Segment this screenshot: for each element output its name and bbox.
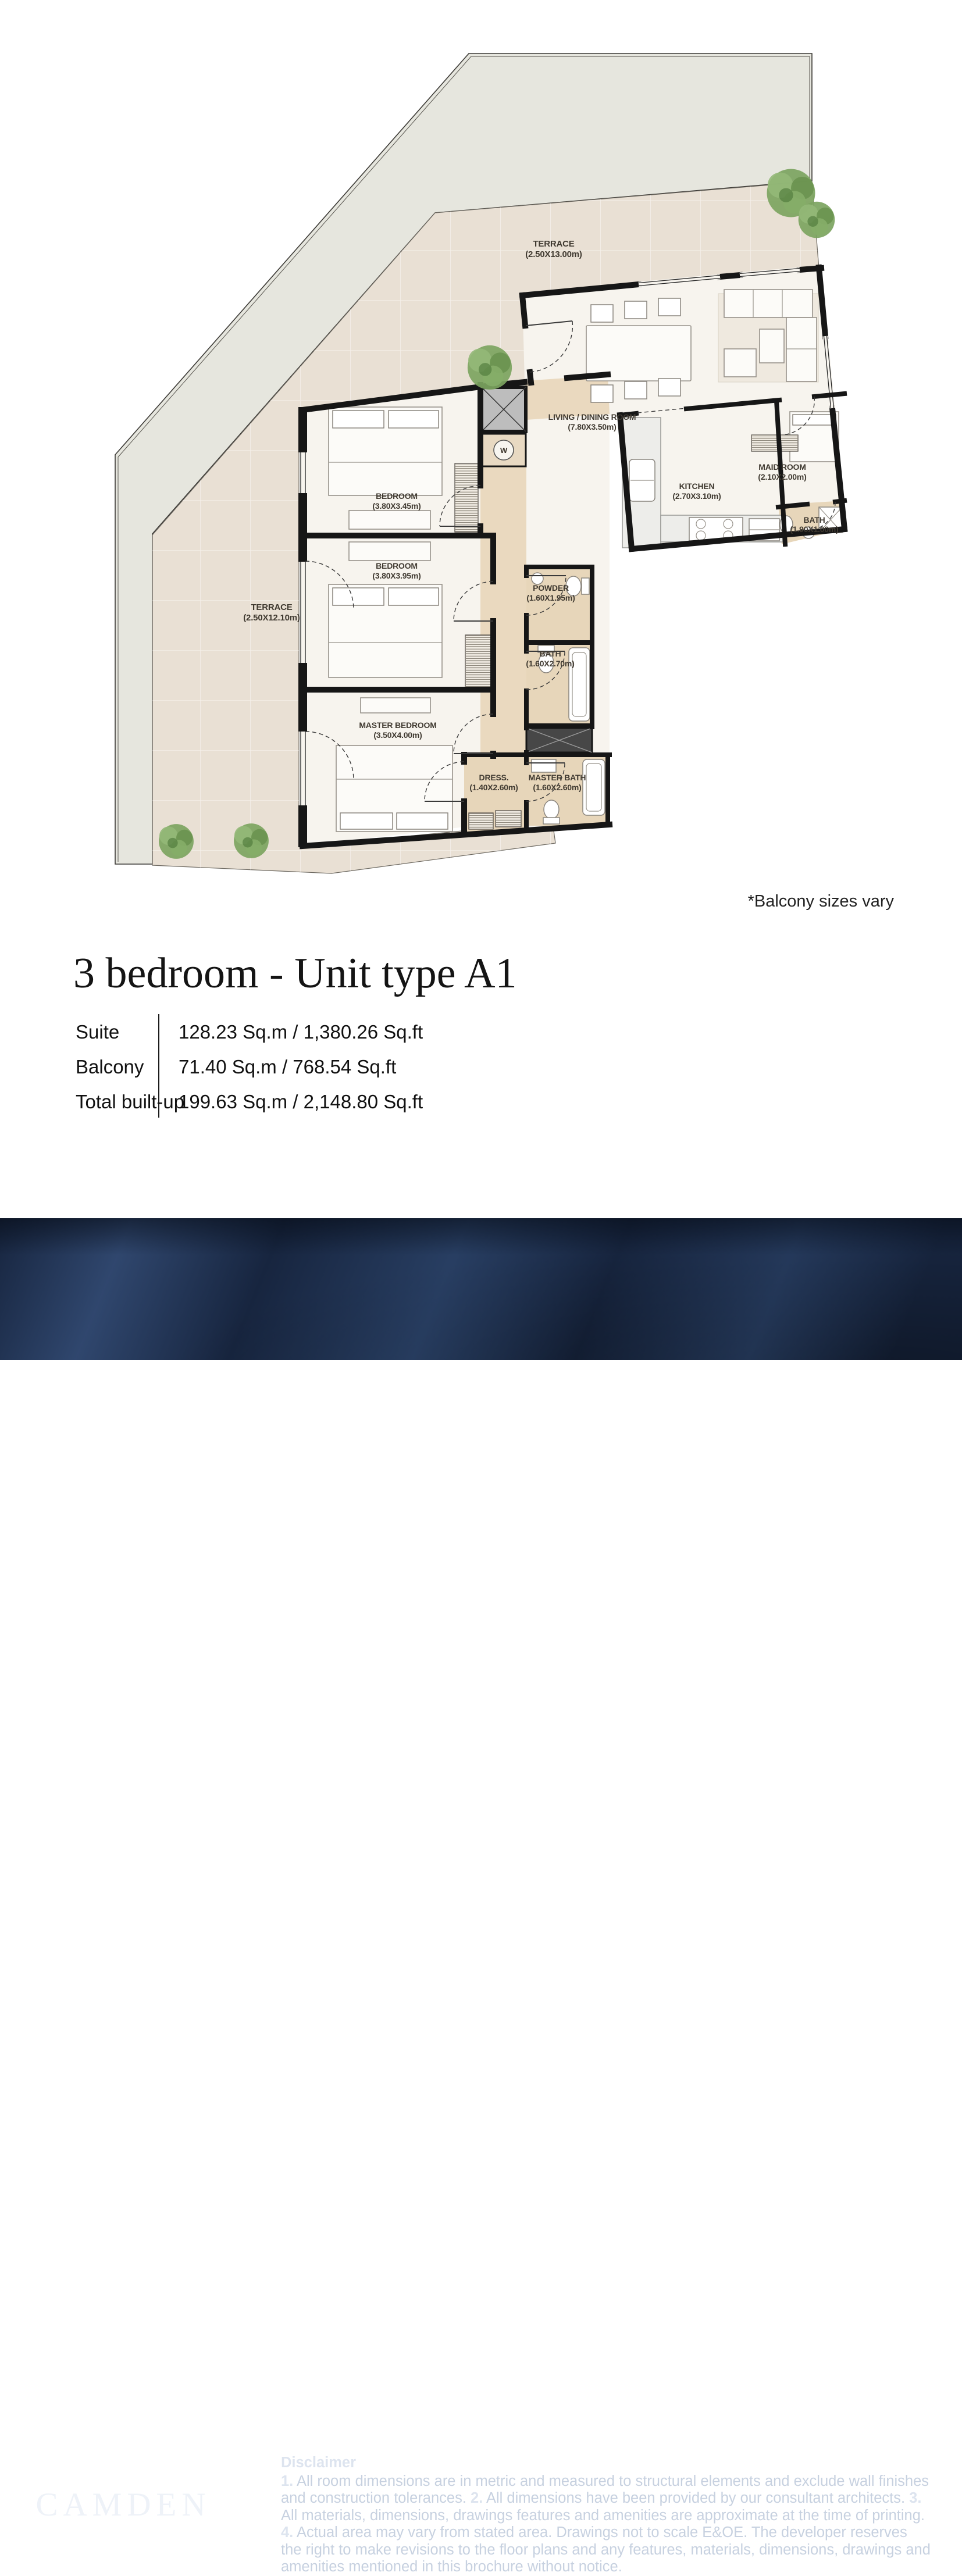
label-terrace-top: TERRACE [533, 239, 575, 249]
label-bedroom1: BEDROOM [376, 491, 418, 501]
area-row-label: Total built-up [76, 1091, 185, 1112]
coffee-table [760, 329, 784, 363]
label-master-bath: MASTER BATH [528, 773, 586, 782]
svg-text:(1.60X2.60m): (1.60X2.60m) [533, 783, 582, 792]
label-powder: POWDER [533, 583, 569, 593]
label-maid-bath: BATH [803, 515, 825, 525]
corridor-floor [480, 465, 526, 755]
svg-text:(3.50X4.00m): (3.50X4.00m) [373, 730, 422, 740]
label-living: LIVING / DINING ROOM [548, 412, 636, 422]
tree-icon [799, 202, 835, 238]
svg-text:(1.60X1.95m): (1.60X1.95m) [526, 593, 575, 602]
tree-icon [468, 345, 512, 390]
svg-text:(3.80X3.95m): (3.80X3.95m) [372, 571, 421, 580]
brand-logo: CAMDEN [35, 2486, 211, 2523]
elevator-shaft [482, 387, 526, 431]
area-row-label: Suite [76, 1021, 120, 1043]
label-bath: BATH [539, 649, 561, 658]
svg-text:(7.80X3.50m): (7.80X3.50m) [568, 422, 617, 431]
area-row-value: 128.23 Sq.m / 1,380.26 Sq.ft [179, 1021, 423, 1043]
svg-text:(1.90X1.00m): (1.90X1.00m) [790, 525, 839, 534]
dining-set [586, 298, 691, 402]
svg-text:(1.60X2.70m): (1.60X2.70m) [526, 659, 575, 668]
area-row-value: 71.40 Sq.m / 768.54 Sq.ft [179, 1056, 397, 1078]
washer-letter: W [500, 446, 508, 455]
tree-icon [159, 824, 194, 859]
console-master [361, 698, 430, 713]
svg-text:(2.10X2.00m): (2.10X2.00m) [758, 472, 807, 481]
label-bedroom2: BEDROOM [376, 561, 418, 570]
area-row-label: Balcony [76, 1056, 144, 1078]
tree-icon [234, 823, 269, 858]
svg-text:(3.80X3.45m): (3.80X3.45m) [372, 501, 421, 511]
label-dress: DRESS. [479, 773, 509, 782]
disclaimer-title: Disclaimer [281, 2454, 356, 2471]
armchair [724, 349, 756, 377]
svg-text:(2.50X12.10m): (2.50X12.10m) [243, 613, 300, 623]
svg-text:(1.40X2.60m): (1.40X2.60m) [469, 783, 518, 792]
label-master: MASTER BEDROOM [359, 720, 437, 730]
ac-shaft [526, 728, 592, 752]
disclaimer [281, 2454, 931, 2576]
footer-band [0, 1218, 962, 2575]
dresser-bedroom1 [349, 511, 430, 529]
page-title: 3 bedroom - Unit type A1 [73, 950, 517, 997]
dresser-bedroom2 [349, 542, 430, 561]
floor-plan [0, 0, 962, 907]
label-maid: MAID ROOM [758, 462, 806, 472]
footer-divider [250, 2460, 251, 2557]
svg-text:(2.70X3.10m): (2.70X3.10m) [672, 491, 721, 501]
sofa-set [718, 290, 818, 382]
disclaimer-body: 1. All room dimensions are in metric and measured to structural elements and exclude wall finishes and construction tolerances. 2. All dimensions have been provided by our consultant architects. 3. All materials, dimensions, drawings features and amenities are approximate at the time of printing. 4. Actual area may vary from stated area. Drawings not to scale E&OE. The developer reserves the right to make revisions to the floor plans and any features, materials, dimensions, drawings and amenities mentioned in this brochure without notice. [281, 2472, 931, 2575]
area-row-value: 199.63 Sq.m / 2,148.80 Sq.ft [179, 1091, 423, 1112]
label-kitchen: KITCHEN [679, 481, 715, 491]
balcony-note: *Balcony sizes vary [747, 892, 894, 911]
svg-text:(2.50X13.00m): (2.50X13.00m) [525, 249, 582, 259]
label-terrace-left: TERRACE [251, 602, 293, 612]
